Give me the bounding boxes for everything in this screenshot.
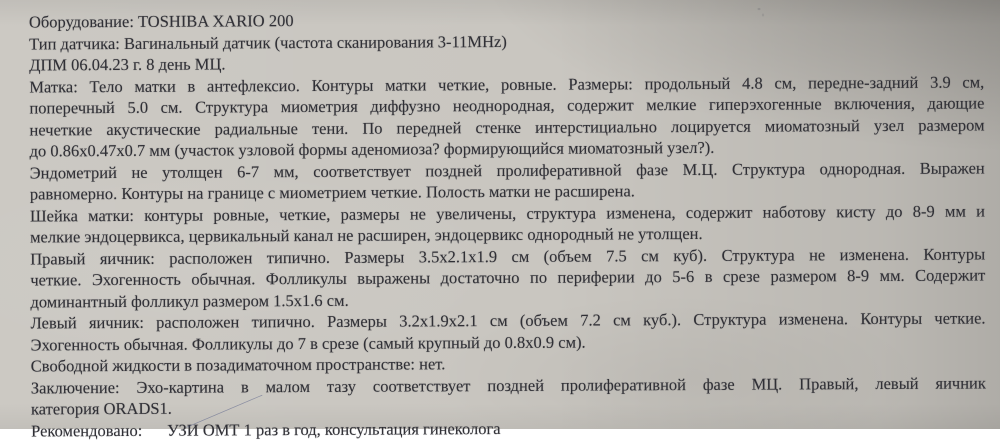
free-fluid-line: Свободной жидкости в позадиматочном пространстве: нет. — [30, 354, 446, 376]
probe-type-line: Тип датчика: Вагинальный датчик (частота сканирования 3-11MHz) — [29, 31, 507, 53]
equipment-line: Оборудование: TOSHIBA XARIO 200 — [28, 11, 294, 32]
exam-date-line: ДПМ 06.04.23 г. 8 день МЦ. — [29, 54, 226, 75]
conclusion-line-2: категория ORADS1. — [30, 398, 172, 419]
uterus-line-1: Матка: Тело матки в антефлексио. Контуры матки четкие, ровные. Размеры: продольный 4.8 см, передне-задний 3.9 см, — [29, 71, 985, 96]
right-ovary-line-1: Правый яичник: расположен типично. Размеры 3.5x2.1x1.9 см (объем 7.5 см куб). Структура не изменена. Контуры — [30, 243, 986, 268]
endometrium-line-2: равномерно. Контуры на границе с миометрием четкие. Полость матки не расширена. — [29, 181, 635, 204]
recommendation-line: Рекомендовано: УЗИ ОМТ 1 раз в год, консультация гинеколога — [31, 418, 501, 440]
uterus-line-4: до 0.86x0.47x0.7 мм (участок узловой формы аденомиоза? формирующийся миоматозный узел?). — [29, 137, 715, 161]
uterus-line-3: нечеткие акустические радиальные тени. По передней стенке интерстициально лоцируется миоматозный узел размером — [29, 114, 985, 139]
cervix-line-1: Шейка матки: контуры ровные, четкие, размеры не увеличены, структура изменена, содержит наботову кисту до 8-9 мм и — [29, 200, 986, 225]
right-ovary-line-2: четкие. Эхогенность обычная. Фолликулы выражены достаточно по периферии до 5-6 в срезе размером 8-9 мм. Содержит — [30, 265, 986, 290]
dust-speck — [755, 5, 767, 21]
right-ovary-line-3: доминантный фолликул размером 1.5x1.6 см. — [30, 290, 349, 311]
cervix-line-2: мелкие эндоцервикса, цервикальный канал не расширен, эндоцервикс однородный не утолщен. — [30, 223, 703, 247]
endometrium-line-1: Эндометрий не утолщен 6-7 мм, соответствует поздней пролиферативной фазе М.Ц. Структура однородная. Выражен — [29, 157, 985, 182]
conclusion-line-1: Заключение: Эхо-картина в малом тазу соответствует поздней пролиферативной фазе МЦ. Правый, левый яичник — [30, 372, 986, 397]
uterus-line-2: поперечный 5.0 см. Структура миометрия диффузно неоднородная, содержит мелкие гиперэхогенные включения, дающие — [29, 93, 985, 118]
left-ovary-line-2: Эхогенность обычная. Фолликулы до 7 в срезе (самый крупный до 0.8x0.9 см). — [30, 332, 586, 354]
left-ovary-line-1: Левый яичник: расположен типично. Размеры 3.2x1.9x2.1 см (объем 7.2 см куб.). Структура изменена. Контуры четкие. — [30, 308, 986, 333]
